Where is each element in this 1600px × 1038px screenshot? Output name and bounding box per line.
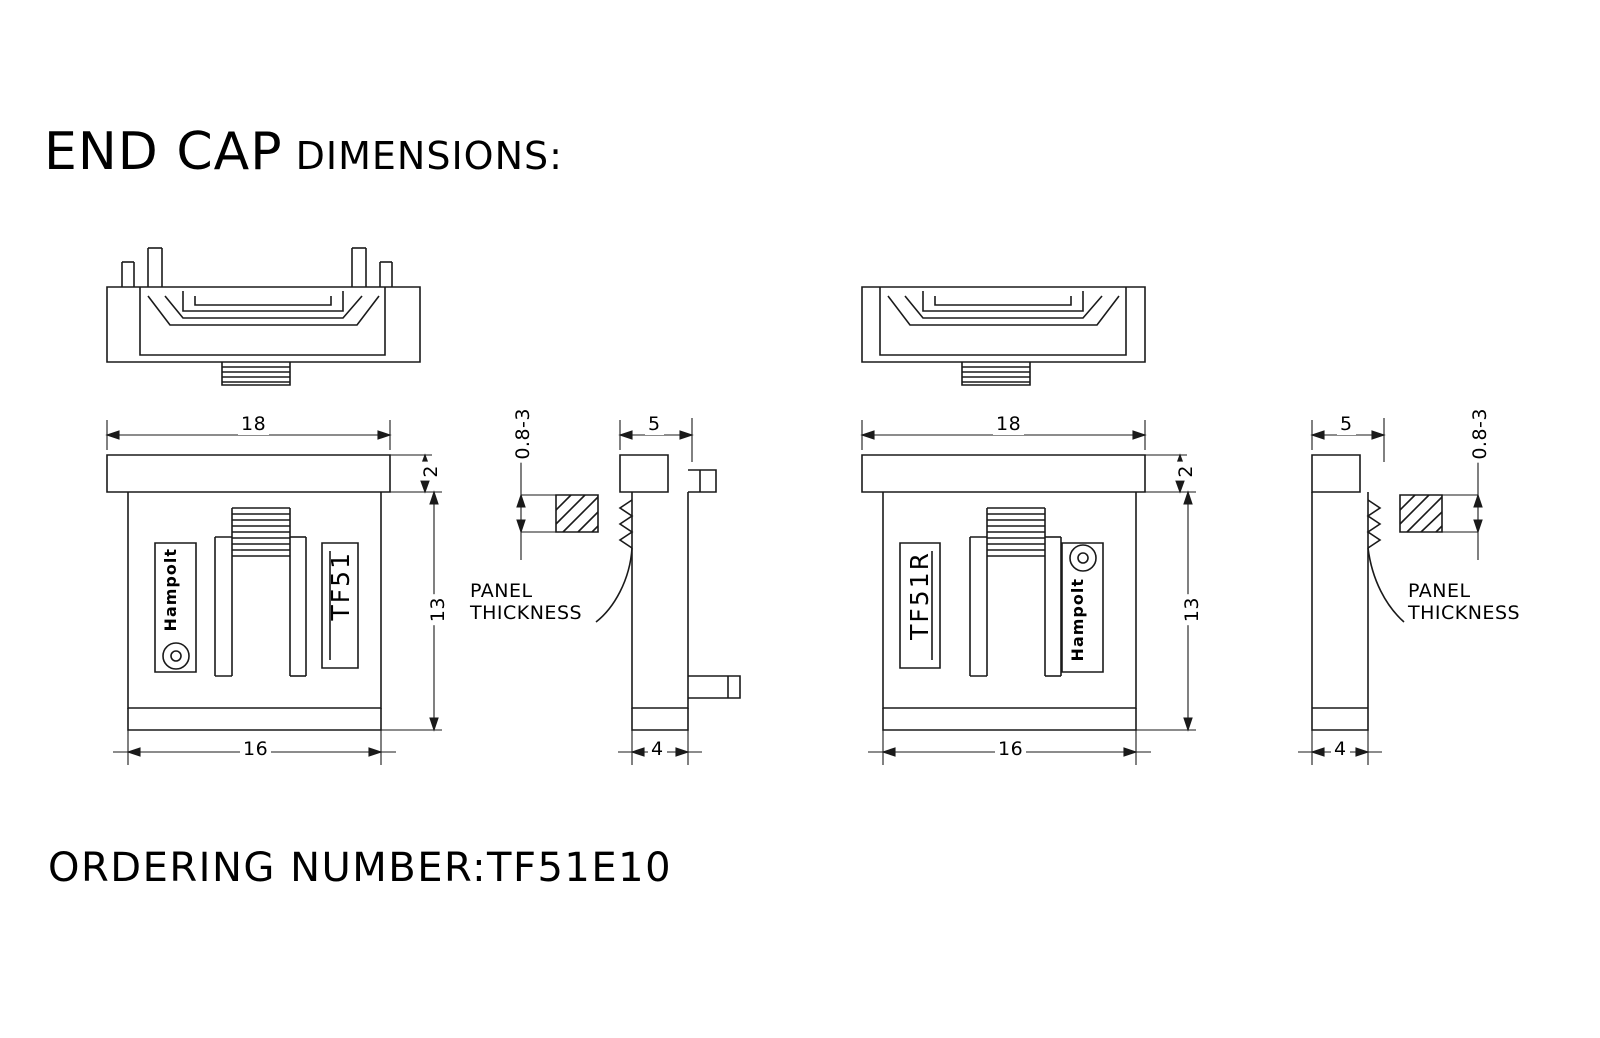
left-front-dimensions: [107, 420, 442, 765]
left-side-view-geometry: [556, 455, 740, 730]
page-title-main: END CAP: [44, 122, 283, 182]
left-dim-width-bottom: 16: [240, 738, 271, 760]
right-side-dim-width-bottom: 4: [1331, 738, 1350, 760]
right-part-marking: TF51R: [905, 551, 934, 640]
left-dim-height: 13: [427, 594, 449, 625]
right-panel-note: [1408, 580, 1520, 624]
left-side-dim-width-top: 5: [645, 413, 664, 435]
right-side-dim-panel-thickness: 0.8-3: [1469, 405, 1491, 463]
left-dim-flange: 2: [420, 462, 442, 481]
right-side-dim-width-top: 5: [1337, 413, 1356, 435]
page-title-rest: DIMENSIONS:: [282, 134, 563, 178]
left-side-dim-width-bottom: 4: [648, 738, 667, 760]
right-panel-note-line1: PANEL: [1408, 580, 1471, 602]
left-panel-note-line2: THICKNESS: [470, 602, 583, 624]
left-dim-width-top: 18: [238, 413, 269, 435]
right-dim-height: 13: [1181, 594, 1203, 625]
right-panel-note-line2: THICKNESS: [1408, 602, 1521, 624]
right-brand-label: Hampolt: [1068, 578, 1087, 662]
right-top-view: [862, 287, 1145, 385]
left-panel-note-line1: PANEL: [470, 580, 533, 602]
left-side-dim-panel-thickness: 0.8-3: [512, 405, 534, 463]
right-dim-width-bottom: 16: [995, 738, 1026, 760]
left-panel-note: [470, 580, 582, 624]
left-brand-label: Hampolt: [161, 548, 180, 632]
left-part-marking: TF51: [326, 551, 355, 621]
right-dim-width-top: 18: [993, 413, 1024, 435]
right-dim-flange: 2: [1175, 462, 1197, 481]
ordering-number: ORDERING NUMBER:TF51E10: [48, 845, 673, 891]
left-top-view: [107, 248, 420, 385]
